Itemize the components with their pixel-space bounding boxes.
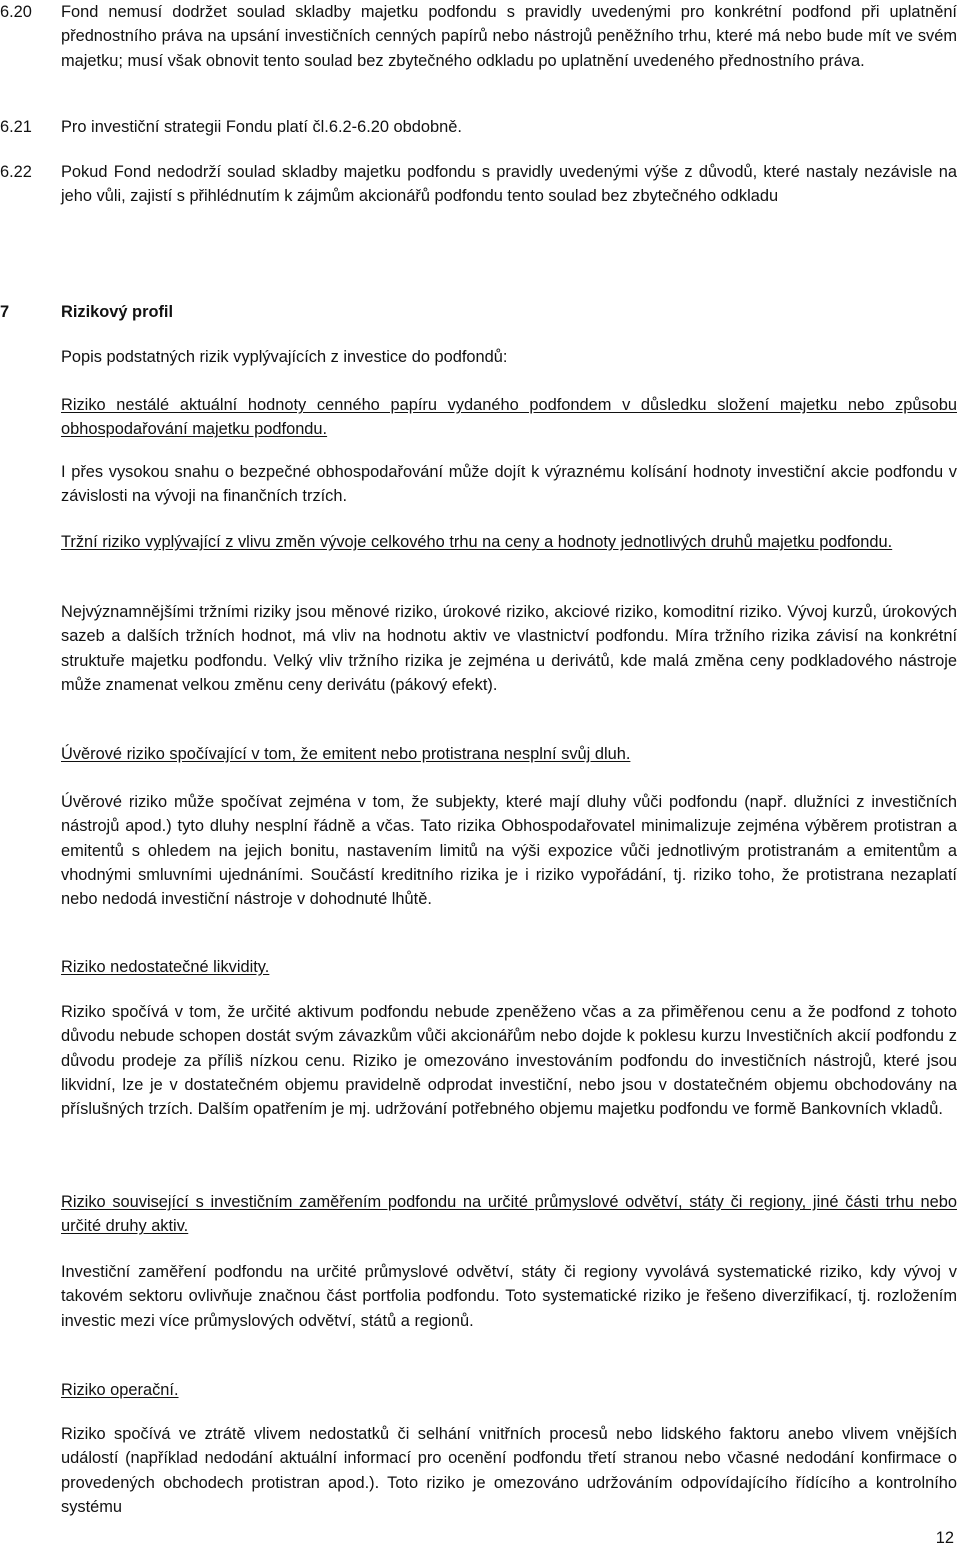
paragraph-6-21 [0, 115, 957, 139]
section-intro: Popis podstatných rizik vyplývajících z investice do podfondů: [61, 348, 508, 366]
paragraph-6-22 [0, 160, 957, 209]
section-heading [0, 300, 957, 324]
section-title: Rizikový profil [61, 303, 174, 321]
risk-title: Riziko nedostatečné likvidity. [61, 958, 270, 976]
risk-description: Riziko spočívá v tom, že určité aktivum podfondu nebude zpeněženo včas a za přiměřenou cenu a že podfond z tohoto důvodu nebude schopen dostát svým závazkům vůči akcionářům nebo dojde k poklesu kurzu Investičních akcií podfondu z důvodu prodeje za příliš nízkou cenu. Riziko je omezováno investováním podfondu do investičních nástrojů, které jsou likvidní, lze je v dostatečném objemu pravidelně odprodat investiční, nebo jsou v dostatečném objemu obchodovány na příslušných trzích. Dalším opatřením je mj. udržování potřebného objemu majetku podfondu ve formě Bankovních vkladů. [61, 1003, 957, 1119]
risk-title: Úvěrové riziko spočívající v tom, že emitent nebo protistrana nesplní svůj dluh. [61, 745, 631, 763]
paragraph-number: 6.21 [0, 118, 32, 136]
paragraph-number: 6.22 [0, 163, 32, 181]
risk-title: Tržní riziko vyplývající z vlivu změn vývoje celkového trhu na ceny a hodnoty jednotlivých druhů majetku podfondu. [61, 533, 893, 551]
risk-description: I přes vysokou snahu o bezpečné obhospodařování může dojít k výraznému kolísání hodnoty investiční akcie podfondu v závislosti na vývoji na finančních trzích. [61, 463, 957, 506]
section-number: 7 [0, 303, 10, 321]
risk-description: Nejvýznamnějšími tržními riziky jsou měnové riziko, úrokové riziko, akciové riziko, komoditní riziko. Vývoj kurzů, úrokových sazeb a dalších tržních hodnot, má vliv na hodnotu aktiv ve vlastnictví podfondu. Míra tržního rizika závisí na konkrétní struktuře majetku podfondu. Velký vliv tržního rizika je zejména u derivátů, kde malá změna ceny podkladového nástroje může znamenat velkou změnu ceny derivátu (pákový efekt). [61, 603, 957, 694]
risk-title: Riziko nestálé aktuální hodnoty cenného papíru vydaného podfondem v důsledku složení majetku nebo způsobu obhospodařování majetku podfondu. [61, 396, 957, 439]
paragraph-text: Fond nemusí dodržet soulad skladby majetku podfondu s pravidly uvedenými pro konkrétní podfond při uplatnění přednostního práva na upsání investičních cenných papírů nebo nástrojů peněžního trhu, které má nebo bude mít ve svém majetku; musí však obnovit tento soulad bez zbytečného odkladu po uplatnění uvedeného přednostního práva. [61, 3, 957, 70]
risk-title: Riziko související s investičním zaměřením podfondu na určité průmyslové odvětví, státy či regiony, jiné části trhu nebo určité druhy aktiv. [61, 1193, 957, 1236]
risk-description: Úvěrové riziko může spočívat zejména v tom, že subjekty, které mají dluhy vůči podfondu (např. dlužníci z investičních nástrojů apod.) tyto dluhy nesplní řádně a včas. Tato rizika Obhospodařovatel minimalizuje zejména výběrem protistran a emitentů s ohledem na jejich bonitu, nastavením limitů na výši expozice vůči jednotlivým protistranám a emitentům a vhodnými smluvními ujednáními. Součástí kreditního rizika je i riziko vypořádání, tj. riziko toho, že protistrana nezaplatí nebo nedodá investiční nástroje v dohodnuté lhůtě. [61, 793, 957, 909]
risk-description: Riziko spočívá ve ztrátě vlivem nedostatků či selhání vnitřních procesů nebo lidského faktoru anebo vlivem vnějších událostí (například nedodání aktuální informací pro ocenění podfondu třetí stranou nebo včasné nedodání konfirmace o provedených obchodech protistran apod.). Toto riziko je omezováno udržováním odpovídajícího řídícího a kontrolního systému [61, 1425, 957, 1516]
paragraph-number: 6.20 [0, 3, 32, 21]
risk-description: Investiční zaměření podfondu na určité průmyslové odvětví, státy či regiony vyvolává systematické riziko, kdy vývoj v takovém sektoru ovlivňuje značnou část portfolia podfondu. Toto systematické riziko je řešeno diverzifikací, tj. rozložením investic mezi více průmyslových odvětví, států a regionů. [61, 1263, 957, 1330]
paragraph-text: Pokud Fond nedodrží soulad skladby majetku podfondu s pravidly uvedenými výše z důvodů, které nastaly nezávisle na jeho vůli, zajistí s přihlédnutím k zájmům akcionářů podfondu tento soulad bez zbytečného odkladu [61, 163, 957, 206]
risk-title: Riziko operační. [61, 1381, 179, 1399]
paragraph-text: Pro investiční strategii Fondu platí čl.6.2-6.20 obdobně. [61, 118, 462, 136]
page-number: 12 [935, 1529, 954, 1547]
paragraph-6-20 [0, 0, 957, 73]
